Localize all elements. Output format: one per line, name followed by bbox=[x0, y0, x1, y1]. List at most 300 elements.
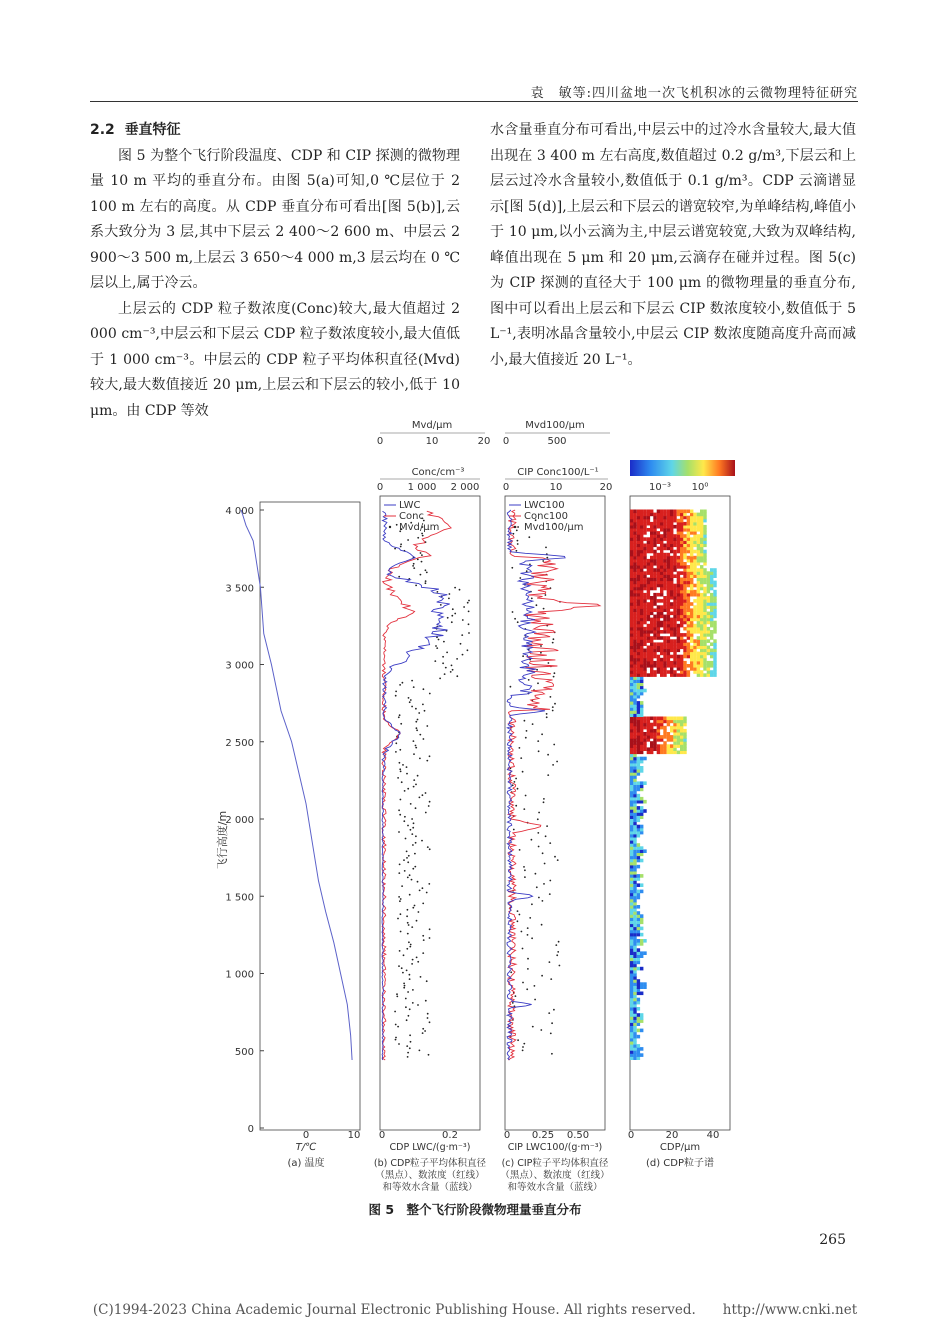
mvd100-dot bbox=[552, 764, 554, 766]
spectrum-cell bbox=[673, 574, 676, 578]
mvd-dot bbox=[406, 857, 408, 859]
mvd-dot bbox=[417, 1004, 419, 1006]
spectrum-cell bbox=[633, 834, 636, 838]
spectrum-cell bbox=[650, 642, 653, 646]
spectrum-cell bbox=[670, 751, 673, 755]
mvd-dot bbox=[417, 775, 419, 777]
spectrum-cell bbox=[673, 544, 676, 548]
spectrum-cell bbox=[643, 596, 646, 600]
mvd-dot bbox=[454, 587, 456, 589]
spectrum-cell bbox=[637, 1044, 640, 1048]
panel-c-mid-tick: 0 bbox=[502, 482, 510, 493]
mvd100-dot bbox=[553, 638, 555, 640]
spectrum-cell bbox=[677, 522, 680, 526]
spectrum-cell bbox=[650, 562, 653, 566]
spectrum-cell bbox=[667, 655, 670, 659]
mvd-dot bbox=[407, 788, 409, 790]
spectrum-cell bbox=[700, 519, 703, 523]
spectrum-cell bbox=[703, 559, 706, 563]
spectrum-cell bbox=[673, 621, 676, 625]
spectrum-cell bbox=[640, 553, 643, 557]
y-tick-label: 2 000 bbox=[225, 815, 254, 826]
spectrum-cell bbox=[663, 627, 666, 631]
legend-mvd100: Mvd100/μm bbox=[524, 522, 584, 533]
spectrum-cell bbox=[653, 630, 656, 634]
spectrum-cell bbox=[637, 544, 640, 548]
spectrum-cell bbox=[687, 621, 690, 625]
spectrum-cell bbox=[690, 667, 693, 671]
spectrum-cell bbox=[677, 608, 680, 612]
spectrum-cell bbox=[633, 819, 636, 823]
spectrum-cell bbox=[700, 639, 703, 643]
spectrum-cell bbox=[633, 720, 636, 724]
mvd-dot bbox=[424, 1030, 426, 1032]
spectrum-cell bbox=[673, 723, 676, 727]
spectrum-cell bbox=[683, 534, 686, 538]
spectrum-cell bbox=[647, 550, 650, 554]
mvd-dot bbox=[467, 602, 469, 604]
panel-c-mid-label: CIP Conc100/L⁻¹ bbox=[517, 467, 599, 478]
mvd100-dot bbox=[527, 958, 529, 960]
spectrum-cell bbox=[633, 754, 636, 758]
spectrum-cell bbox=[653, 732, 656, 736]
mvd100-dot bbox=[545, 594, 547, 596]
spectrum-cell bbox=[690, 624, 693, 628]
spectrum-cell bbox=[680, 547, 683, 551]
spectrum-cell bbox=[643, 599, 646, 603]
spectrum-cell bbox=[667, 636, 670, 640]
spectrum-cell bbox=[690, 562, 693, 566]
spectrum-cell bbox=[640, 568, 643, 572]
mvd100-dot bbox=[543, 883, 545, 885]
spectrum-cell bbox=[677, 717, 680, 721]
spectrum-cell bbox=[633, 633, 636, 637]
spectrum-cell bbox=[640, 942, 643, 946]
spectrum-cell bbox=[680, 670, 683, 674]
spectrum-cell bbox=[693, 556, 696, 560]
spectrum-cell bbox=[697, 534, 700, 538]
spectrum-cell bbox=[697, 522, 700, 526]
spectrum-cell bbox=[637, 735, 640, 739]
spectrum-cell bbox=[710, 602, 713, 606]
mvd-dot bbox=[443, 641, 445, 643]
spectrum-cell bbox=[630, 568, 633, 572]
spectrum-cell bbox=[637, 729, 640, 733]
spectrum-cell bbox=[660, 608, 663, 612]
spectrum-cell bbox=[650, 599, 653, 603]
spectrum-cell bbox=[630, 642, 633, 646]
spectrum-cell bbox=[663, 605, 666, 609]
spectrum-cell bbox=[633, 803, 636, 807]
spectrum-cell bbox=[670, 534, 673, 538]
spectrum-cell bbox=[683, 540, 686, 544]
mvd-dot bbox=[407, 1052, 409, 1054]
spectrum-cell bbox=[663, 729, 666, 733]
spectrum-cell bbox=[680, 661, 683, 665]
cdp-mvd-dots bbox=[394, 517, 470, 1057]
panel-b-top-tick: 10 bbox=[425, 436, 439, 447]
spectrum-cell bbox=[680, 584, 683, 588]
spectrum-cell bbox=[630, 692, 633, 696]
spectrum-cell bbox=[633, 1056, 636, 1060]
spectrum-cell bbox=[683, 621, 686, 625]
spectrum-cell bbox=[677, 726, 680, 730]
spectrum-cell bbox=[673, 584, 676, 588]
mvd-dot bbox=[422, 704, 424, 706]
mvd-dot bbox=[399, 814, 401, 816]
spectrum-cell bbox=[647, 673, 650, 677]
spectrum-cell bbox=[690, 612, 693, 616]
panel-b-xlabel: CDP LWC/(g·m⁻³) bbox=[389, 1142, 471, 1153]
spectrum-cell bbox=[640, 692, 643, 696]
spectrum-cell bbox=[690, 590, 693, 594]
spectrum-cell bbox=[677, 658, 680, 662]
mvd-dot bbox=[412, 827, 414, 829]
panel-c-xtick: 0 bbox=[503, 1130, 511, 1141]
panel-d-subtitle: (d) CDP粒子谱 bbox=[645, 1158, 715, 1169]
spectrum-cell bbox=[650, 559, 653, 563]
mvd100-dot bbox=[537, 682, 539, 684]
spectrum-cell bbox=[630, 812, 633, 816]
spectrum-cell bbox=[677, 615, 680, 619]
mvd-dot bbox=[400, 931, 402, 933]
spectrum-cell bbox=[697, 590, 700, 594]
spectrum-cell bbox=[693, 540, 696, 544]
mvd-dot bbox=[409, 894, 411, 896]
spectrum-cell bbox=[677, 720, 680, 724]
spectrum-cell bbox=[630, 1026, 633, 1030]
spectrum-cell bbox=[640, 608, 643, 612]
spectrum-cell bbox=[633, 942, 636, 946]
spectrum-cell bbox=[683, 717, 686, 721]
spectrum-cell bbox=[630, 843, 633, 847]
spectrum-cell bbox=[633, 840, 636, 844]
spectrum-cell bbox=[693, 584, 696, 588]
spectrum-cell bbox=[630, 710, 633, 714]
spectrum-cell bbox=[673, 661, 676, 665]
spectrum-cell bbox=[670, 556, 673, 560]
spectrum-cell bbox=[670, 735, 673, 739]
spectrum-cell bbox=[670, 633, 673, 637]
spectrum-cell bbox=[637, 615, 640, 619]
spectrum-cell bbox=[633, 951, 636, 955]
spectrum-cell bbox=[657, 615, 660, 619]
mvd100-dot bbox=[549, 842, 551, 844]
spectrum-cell bbox=[630, 874, 633, 878]
spectrum-cell bbox=[677, 636, 680, 640]
spectrum-cell bbox=[637, 581, 640, 585]
spectrum-cell bbox=[630, 747, 633, 751]
spectrum-cell bbox=[700, 584, 703, 588]
spectrum-cell bbox=[630, 834, 633, 838]
spectrum-cell bbox=[653, 599, 656, 603]
spectrum-cell bbox=[633, 602, 636, 606]
spectrum-cell bbox=[640, 917, 643, 921]
mvd-dot bbox=[399, 768, 401, 770]
spectrum-cell bbox=[630, 778, 633, 782]
spectrum-cell bbox=[637, 565, 640, 569]
spectrum-cell bbox=[653, 627, 656, 631]
spectrum-cell bbox=[667, 602, 670, 606]
spectrum-cell bbox=[630, 540, 633, 544]
mvd-dot bbox=[406, 970, 408, 972]
spectrum-cell bbox=[687, 519, 690, 523]
spectrum-cell bbox=[697, 608, 700, 612]
spectrum-cell bbox=[693, 544, 696, 548]
spectrum-cell bbox=[633, 701, 636, 705]
spectrum-cell bbox=[703, 528, 706, 532]
spectrum-cell bbox=[647, 516, 650, 520]
mvd-dot bbox=[440, 604, 442, 606]
spectrum-cell bbox=[640, 550, 643, 554]
mvd-dot bbox=[425, 582, 427, 584]
mvd-dot bbox=[418, 712, 420, 714]
spectrum-cell bbox=[697, 630, 700, 634]
mvd100-dot bbox=[553, 1009, 555, 1011]
panel-b-mid-tick: 0 bbox=[376, 482, 384, 493]
spectrum-cell bbox=[633, 692, 636, 696]
spectrum-cell bbox=[703, 602, 706, 606]
spectrum-cell bbox=[670, 720, 673, 724]
spectrum-cell bbox=[637, 1016, 640, 1020]
spectrum-cell bbox=[660, 630, 663, 634]
spectrum-cell bbox=[633, 896, 636, 900]
spectrum-cell bbox=[640, 766, 643, 770]
spectrum-cell bbox=[633, 797, 636, 801]
spectrum-cell bbox=[630, 908, 633, 912]
mvd-dot bbox=[425, 580, 427, 582]
spectrum-cell bbox=[680, 735, 683, 739]
panel-d-xlabel: CDP/μm bbox=[659, 1142, 701, 1153]
mvd100-dot bbox=[526, 570, 528, 572]
spectrum-cell bbox=[690, 513, 693, 517]
spectrum-cell bbox=[630, 667, 633, 671]
spectrum-cell bbox=[697, 559, 700, 563]
spectrum-cell bbox=[630, 803, 633, 807]
spectrum-cell bbox=[690, 531, 693, 535]
spectrum-cell bbox=[650, 726, 653, 730]
spectrum-cell bbox=[640, 547, 643, 551]
spectrum-cell bbox=[637, 710, 640, 714]
spectrum-cell bbox=[697, 624, 700, 628]
spectrum-cell bbox=[710, 615, 713, 619]
colorbar-tick-high: 10⁰ bbox=[691, 482, 709, 493]
y-ticks bbox=[225, 506, 264, 1135]
spectrum-cell bbox=[690, 510, 693, 514]
spectrum-cell bbox=[657, 593, 660, 597]
spectrum-cell bbox=[660, 571, 663, 575]
mvd-dot bbox=[399, 749, 401, 751]
spectrum-cell bbox=[683, 590, 686, 594]
spectrum-cell bbox=[683, 550, 686, 554]
spectrum-cell bbox=[633, 933, 636, 937]
spectrum-cell bbox=[653, 581, 656, 585]
mvd100-dot bbox=[545, 547, 547, 549]
mvd-dot bbox=[468, 632, 470, 634]
spectrum-cell bbox=[683, 581, 686, 585]
spectrum-cell bbox=[660, 584, 663, 588]
spectrum-cell bbox=[683, 735, 686, 739]
spectrum-cell bbox=[680, 581, 683, 585]
spectrum-cell bbox=[633, 856, 636, 860]
spectrum-cell bbox=[637, 513, 640, 517]
spectrum-cell bbox=[630, 704, 633, 708]
spectrum-cell bbox=[640, 540, 643, 544]
mvd100-dot bbox=[529, 917, 531, 919]
spectrum-cell bbox=[640, 565, 643, 569]
spectrum-cell bbox=[640, 636, 643, 640]
spectrum-cell bbox=[637, 704, 640, 708]
spectrum-cell bbox=[657, 547, 660, 551]
mvd-dot bbox=[405, 838, 407, 840]
spectrum-cell bbox=[633, 636, 636, 640]
mvd-dot bbox=[420, 552, 422, 554]
spectrum-cell bbox=[637, 633, 640, 637]
spectrum-cell bbox=[630, 754, 633, 758]
spectrum-cell bbox=[640, 522, 643, 526]
spectrum-cell bbox=[630, 553, 633, 557]
spectrum-cell bbox=[643, 649, 646, 653]
spectrum-cell bbox=[677, 744, 680, 748]
spectrum-cell bbox=[630, 942, 633, 946]
spectrum-cell bbox=[653, 528, 656, 532]
spectrum-cell bbox=[670, 596, 673, 600]
spectrum-cell bbox=[637, 1056, 640, 1060]
mvd-dot bbox=[444, 673, 446, 675]
spectrum-cell bbox=[690, 664, 693, 668]
spectrum-cell bbox=[630, 528, 633, 532]
spectrum-cell bbox=[630, 701, 633, 705]
spectrum-cell bbox=[660, 664, 663, 668]
spectrum-cell bbox=[687, 646, 690, 650]
spectrum-cell bbox=[630, 537, 633, 541]
spectrum-cell bbox=[637, 874, 640, 878]
spectrum-cell bbox=[653, 747, 656, 751]
spectrum-cell bbox=[640, 593, 643, 597]
spectrum-cell bbox=[677, 581, 680, 585]
mvd-dot bbox=[404, 790, 406, 792]
spectrum-cell bbox=[657, 519, 660, 523]
mvd-dot bbox=[415, 585, 417, 587]
mvd100-dot bbox=[558, 941, 560, 943]
spectrum-cell bbox=[693, 531, 696, 535]
spectrum-cell bbox=[667, 540, 670, 544]
spectrum-cell bbox=[677, 627, 680, 631]
mvd-dot bbox=[417, 559, 419, 561]
spectrum-cell bbox=[630, 868, 633, 872]
spectrum-cell bbox=[637, 828, 640, 832]
spectrum-cell bbox=[637, 890, 640, 894]
spectrum-cell bbox=[633, 710, 636, 714]
spectrum-cell bbox=[637, 815, 640, 819]
spectrum-cell bbox=[657, 522, 660, 526]
spectrum-cell bbox=[633, 985, 636, 989]
spectrum-cell bbox=[630, 574, 633, 578]
mvd100-dot bbox=[547, 754, 549, 756]
spectrum-cell bbox=[683, 741, 686, 745]
spectrum-cell bbox=[673, 612, 676, 616]
spectrum-cell bbox=[637, 951, 640, 955]
mvd100-dot bbox=[559, 965, 561, 967]
spectrum-cell bbox=[637, 859, 640, 863]
spectrum-cell bbox=[637, 849, 640, 853]
spectrum-cell bbox=[643, 939, 646, 943]
mvd-dot bbox=[438, 639, 440, 641]
spectrum-cell bbox=[640, 519, 643, 523]
spectrum-cell bbox=[710, 630, 713, 634]
spectrum-cell bbox=[633, 902, 636, 906]
mvd-dot bbox=[434, 660, 436, 662]
spectrum-cell bbox=[687, 633, 690, 637]
spectrum-cell bbox=[693, 590, 696, 594]
mvd-dot bbox=[412, 844, 414, 846]
spectrum-cell bbox=[680, 720, 683, 724]
mvd100-dot bbox=[538, 897, 540, 899]
spectrum-cell bbox=[630, 584, 633, 588]
spectrum-cell bbox=[637, 856, 640, 860]
spectrum-cell bbox=[633, 639, 636, 643]
spectrum-cell bbox=[683, 510, 686, 514]
spectrum-cell bbox=[640, 655, 643, 659]
spectrum-cell bbox=[640, 510, 643, 514]
spectrum-cell bbox=[667, 553, 670, 557]
mvd100-dot bbox=[522, 1046, 524, 1048]
spectrum-cell bbox=[630, 785, 633, 789]
spectrum-cell bbox=[693, 624, 696, 628]
spectrum-cell bbox=[703, 510, 706, 514]
spectrum-cell bbox=[673, 608, 676, 612]
spectrum-cell bbox=[700, 655, 703, 659]
spectrum-cell bbox=[653, 593, 656, 597]
spectrum-cell bbox=[633, 630, 636, 634]
mvd-dot bbox=[427, 1017, 429, 1019]
spectrum-cell bbox=[643, 630, 646, 634]
spectrum-cell bbox=[633, 652, 636, 656]
spectrum-cell bbox=[640, 812, 643, 816]
spectrum-cell bbox=[683, 516, 686, 520]
spectrum-cell bbox=[630, 599, 633, 603]
spectrum-cell bbox=[657, 537, 660, 541]
panel-c-mid-tick: 10 bbox=[549, 482, 563, 493]
spectrum-cell bbox=[643, 658, 646, 662]
spectrum-cell bbox=[693, 537, 696, 541]
panel-c-subtitle-1: (c) CIP粒子平均体积直径 bbox=[501, 1158, 609, 1169]
panel-d-xtick: 20 bbox=[665, 1130, 679, 1141]
spectrum-cell bbox=[703, 615, 706, 619]
mvd-dot bbox=[406, 851, 408, 853]
spectrum-cell bbox=[637, 605, 640, 609]
spectrum-cell bbox=[667, 735, 670, 739]
spectrum-cell bbox=[680, 602, 683, 606]
spectrum-cell bbox=[660, 513, 663, 517]
mvd-dot bbox=[436, 647, 438, 649]
mvd-dot bbox=[395, 751, 397, 753]
mvd-dot bbox=[410, 1041, 412, 1043]
mvd-dot bbox=[426, 760, 428, 762]
spectrum-cell bbox=[690, 621, 693, 625]
spectrum-cell bbox=[687, 534, 690, 538]
spectrum-cell bbox=[643, 661, 646, 665]
spectrum-cell bbox=[683, 571, 686, 575]
spectrum-cell bbox=[633, 664, 636, 668]
spectrum-cell bbox=[633, 921, 636, 925]
spectrum-cell bbox=[637, 1001, 640, 1005]
spectrum-cell bbox=[710, 664, 713, 668]
spectrum-cell bbox=[687, 596, 690, 600]
spectrum-cell bbox=[637, 769, 640, 773]
spectrum-cell bbox=[637, 652, 640, 656]
spectrum-cell bbox=[667, 519, 670, 523]
